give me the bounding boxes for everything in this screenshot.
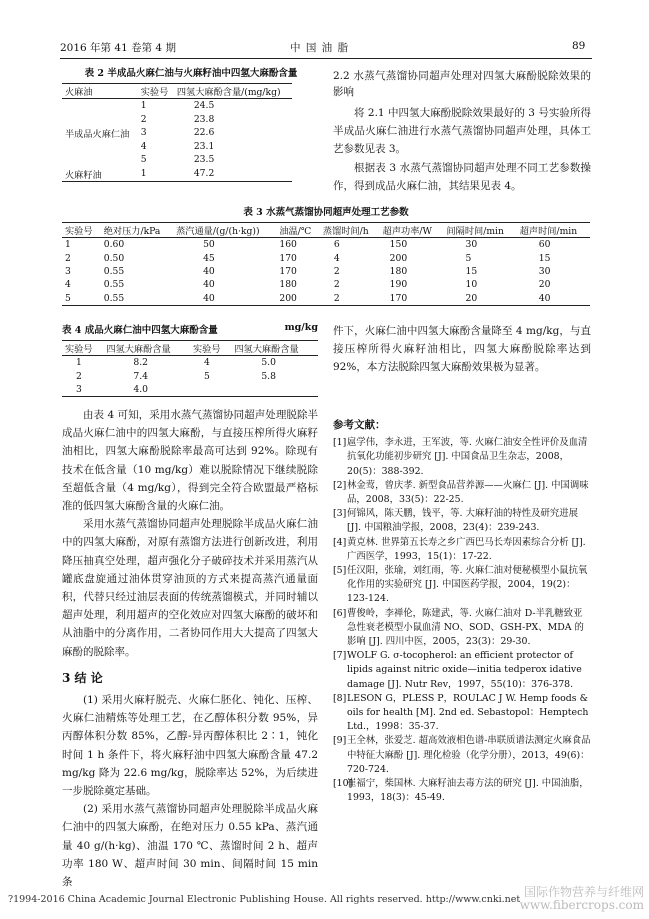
table-cell: 170 <box>389 292 408 304</box>
table-cell: 2 <box>333 279 340 291</box>
table-row <box>62 251 590 264</box>
table-cell: 2 <box>333 265 340 277</box>
table4 <box>62 340 318 397</box>
table2-header: 四氢大麻酚含量/(mg/kg) <box>174 84 292 99</box>
table-cell: 170 <box>279 252 297 264</box>
table-cell: 0.55 <box>103 265 125 277</box>
table-cell: 20 <box>465 292 478 304</box>
reference-item: [10] 崔福宁，柴国林. 大麻籽油去毒方法的研究 [J]. 中国油脂，1993，18(3)：45-49. <box>333 778 589 804</box>
table-row <box>62 126 292 140</box>
table-cell: 40 <box>203 265 215 277</box>
table4-unit: mg/kg <box>284 322 318 333</box>
table-cell: 5 <box>65 292 71 304</box>
table-cell: 6 <box>333 239 340 251</box>
table4-header: 四氢大麻酚含量 <box>231 341 318 356</box>
left-column-text <box>62 406 318 891</box>
paragraph: 由表 4 可知，采用水蒸气蒸馏协同超声处理脱除半成品火麻仁油中的四氢大麻酚，与直接压榨所得火麻籽油相比，四氢大麻酚脱除率最高可达到 92%。除现有技术在低含量（10 mg/kg）难以脱除情况下继续脱除至超低含量（4 mg/kg），得到完全符合欧盟最严格标准的低四氢大麻酚含量的火麻仁油。 <box>62 409 318 513</box>
table-cell: 0.50 <box>103 252 125 264</box>
table-cell: 180 <box>389 265 408 277</box>
table-cell: 24.5 <box>193 100 215 112</box>
table-group-label: 半成品火麻仁油 <box>65 128 130 140</box>
table3-header: 间隔时间/min <box>444 223 517 238</box>
paragraph-continuation: 件下，火麻仁油中四氢大麻酚含量降至 4 mg/kg，与直接压榨所得火麻籽油相比，四氢大麻酚脱除率达到 92%，本方法脱除四氢大麻酚效果极为显著。 <box>333 325 591 374</box>
header-rule <box>60 58 592 59</box>
table-row <box>62 153 292 166</box>
table2-caption: 表 2 半成品火麻仁油与火麻籽油中四氢大麻酚含量 <box>84 68 298 79</box>
paragraph: 将 2.1 中四氢大麻酚脱除效果最好的 3 号实验所得半成品火麻仁油进行水蒸气蒸馏协同超声处理，具体工艺参数见表 3。 <box>333 107 591 156</box>
table-cell: 8.2 <box>133 357 148 369</box>
table-cell: 4.0 <box>133 383 148 395</box>
table-row <box>62 112 292 125</box>
table-cell: 5 <box>203 370 210 382</box>
table3-header: 蒸馏时间/h <box>320 223 380 238</box>
table-cell: 0.55 <box>103 292 125 304</box>
table3-block <box>62 204 590 306</box>
table-cell: 7.4 <box>133 370 148 382</box>
table2 <box>62 83 292 182</box>
table-cell: 2 <box>140 113 147 125</box>
reference-item: [2] 林金莺，曾庆孝. 新型食品营养源——火麻仁 [J]. 中国调味品，2008，33(5)：22-25. <box>333 479 589 506</box>
table-row <box>62 265 590 278</box>
table-cell: 4 <box>333 252 340 264</box>
table4-caption: 表 4 成品火麻仁油中四氢大麻酚含量 <box>62 325 218 336</box>
table-cell: 15 <box>538 252 551 264</box>
table-cell: 30 <box>538 265 551 277</box>
paragraph: 根据表 3 水蒸气蒸馏协同超声处理不同工艺参数操作，得到成品火麻仁油，其结果见表 4。 <box>333 161 591 192</box>
section-2-2 <box>333 66 591 195</box>
table-cell: 1 <box>140 168 147 180</box>
table-cell: 160 <box>279 239 297 251</box>
table4-header: 四氢大麻酚含量 <box>103 341 190 356</box>
table3-header: 蒸汽通量/(g/(h·kg)) <box>173 223 276 238</box>
table-cell: 45 <box>203 252 215 264</box>
table-row <box>62 356 318 370</box>
table-cell: 4 <box>65 279 71 291</box>
table-cell: 10 <box>465 279 478 291</box>
conclusion-2: (2) 采用水蒸气蒸馏协同超声处理脱除半成品火麻仁油中的四氢大麻酚，在绝对压力 0.55 kPa、蒸汽通量 40 g/(h·kg)、油温 170 ℃、蒸馏时间 2 h、超声功率 180 W、超声时间 30 min、间隔时间 15 min 条 <box>62 803 318 889</box>
reference-item: [9] 王全林，张爱芝. 超高效液相色谱-串联质谱法测定火麻食品中特征大麻酚 [J]. 理化检验（化学分册），2013，49(6)：720-724. <box>333 735 591 775</box>
table-cell: 22.6 <box>193 127 215 139</box>
table-cell: 5.0 <box>261 357 276 369</box>
table2-header: 实验号 <box>138 84 174 99</box>
table3-header: 超声功率/W <box>380 223 444 238</box>
table3-header: 油温/℃ <box>276 223 320 238</box>
table-cell: 0.60 <box>103 239 125 251</box>
table-cell: 4 <box>203 357 210 369</box>
page-number: 89 <box>572 40 586 52</box>
table-cell: 2 <box>333 292 340 304</box>
section-2-2-title: 2.2 水蒸气蒸馏协同超声处理对四氢大麻酚脱除效果的影响 <box>333 70 591 98</box>
table-cell: 2 <box>76 370 82 382</box>
table3-header: 绝对压力/kPa <box>101 223 173 238</box>
table4-header: 实验号 <box>190 341 231 356</box>
table-cell: 30 <box>465 239 478 251</box>
table-cell: 50 <box>203 239 215 251</box>
section-3-title: 3 结 论 <box>62 670 103 685</box>
table-cell: 180 <box>279 279 297 291</box>
table-cell <box>190 383 231 397</box>
table-row <box>62 292 590 306</box>
table-row <box>62 278 590 291</box>
table-cell: 3 <box>65 265 71 277</box>
table3 <box>62 222 590 306</box>
table4-header: 实验号 <box>62 341 103 356</box>
running-header-journal: 中 国 油 脂 <box>290 42 350 54</box>
right-column-text <box>333 322 591 377</box>
table-group-label: 火麻籽油 <box>65 169 102 181</box>
reference-item: [5] 任汉阳，张瑜，刘红雨，等. 火麻仁油对便秘模型小鼠抗氧化作用的实验研究 [J]. 中国医药学报，2004，19(2)：123-124. <box>333 565 588 605</box>
reference-item: [8] LESON G，PLESS P，ROULAC J W. Hemp foods & oils for health [M]. 2nd ed. Sebastopol：Hemptech Ltd.，1998：35-37. <box>333 692 589 733</box>
table-cell: 2 <box>65 252 71 264</box>
copyright-footer: ?1994-2016 China Academic Journal Electronic Publishing House. All rights reserved. http://www.cnki.net <box>8 894 521 905</box>
table-cell: 40 <box>203 279 215 291</box>
table-cell: 5 <box>140 154 147 166</box>
table-cell <box>231 383 318 397</box>
table3-caption: 表 3 水蒸气蒸馏协同超声处理工艺参数 <box>243 207 409 218</box>
table-cell: 200 <box>389 252 408 264</box>
paragraph: 采用水蒸气蒸馏协同超声处理脱除半成品火麻仁油中的四氢大麻酚，对原有蒸馏方法进行创新改进，利用降压抽真空处理，超声强化分子破碎技术并采用蒸汽从罐底盘旋通过油体贯穿油顶的方式来提高蒸汽通量面积，代替只经过油层表面的传统蒸馏模式，并同时辅以超声处理，利用超声的空化效应对四氢大麻酚的破坏和从油脂中的分离作用，二者协同作用大大提高了四氢大麻酚的脱除率。 <box>62 518 318 658</box>
table-cell: 150 <box>389 239 408 251</box>
table-row <box>62 369 318 382</box>
table-cell: 1 <box>65 239 71 251</box>
reference-item: [3] 何锦风，陈天鹏，钱平，等. 大麻籽油的特性及研究进展 [J]. 中国粮油学报，2008，23(4)：239-243. <box>333 508 578 534</box>
table-cell: 23.8 <box>193 113 215 125</box>
table-cell: 60 <box>538 239 551 251</box>
running-header-left: 2016 年第 41 卷第 4 期 <box>60 42 176 54</box>
table-cell: 1 <box>140 100 147 112</box>
table-cell: 20 <box>538 279 551 291</box>
reference-item: [1] 扈学伟，李永进，王军波，等. 火麻仁油安全性评价及血清抗氧化功能初步研究 [J]. 中国食品卫生杂志，2008，20(5)：388-392. <box>333 437 588 477</box>
table-cell: 4 <box>140 140 147 152</box>
references <box>333 416 591 805</box>
table-cell: 47.2 <box>193 168 215 180</box>
references-title: 参考文献： <box>333 419 386 431</box>
table-cell: 3 <box>140 127 147 139</box>
reference-item: [4] 黄克林. 世界第五长寿之乡广西巴马长寿因素综合分析 [J]. 广西医学，1993，15(1)：17-22. <box>333 536 586 562</box>
table-cell: 5 <box>465 252 472 264</box>
table3-header: 实验号 <box>62 223 101 238</box>
table-cell: 200 <box>279 292 297 304</box>
table-cell: 23.5 <box>193 154 215 166</box>
table-cell: 0.55 <box>103 279 125 291</box>
table3-header: 超声时间/min <box>517 223 590 238</box>
table-row <box>62 383 318 397</box>
table-row <box>62 99 292 113</box>
reference-item: [7] WOLF G. σ-tocopherol: an efficient protector of lipids against nitric oxide—initia tedperox idative damage [J]. Nutr Rev，1997，55(10)：376-378. <box>333 650 582 690</box>
table-cell: 3 <box>76 383 82 395</box>
table2-block <box>62 65 320 182</box>
table-row <box>62 238 590 252</box>
table-cell: 40 <box>203 292 215 304</box>
table-cell: 170 <box>279 265 297 277</box>
table-row <box>62 140 292 153</box>
table-cell: 40 <box>538 292 551 304</box>
table2-header: 火麻油 <box>62 84 138 99</box>
table-cell: 190 <box>389 279 408 291</box>
table-row <box>62 167 292 182</box>
table-cell: 5.8 <box>261 370 276 382</box>
watermark: 国际作物营养与纤维网 www.fibercrops.com <box>519 885 644 912</box>
table-cell: 1 <box>76 357 82 369</box>
table-cell: 15 <box>465 265 478 277</box>
table4-block <box>62 322 318 397</box>
conclusion-1: (1) 采用火麻籽脱壳、火麻仁胚化、钝化、压榨、火麻仁油精炼等处理工艺，在乙醇体积分数 95%，异丙醇体积分数 85%，乙醇-异丙醇体积比 2∶1，钝化时间 1 h 条件下，将火麻籽油中四氢大麻酚含量 47.2 mg/kg 降为 22.6 mg/kg，脱除率达 52%，为后续进一步脱除奠定基础。 <box>62 694 318 798</box>
reference-item: [6] 曹俊岭，李禅伦，陈建武，等. 火麻仁油对 D-半乳糖致亚急性衰老模型小鼠血清 NO、SOD、GSH-PX、MDA 的影响 [J]. 四川中医，2005，23(3)：29-30. <box>333 607 584 648</box>
table-cell: 23.1 <box>193 140 215 152</box>
